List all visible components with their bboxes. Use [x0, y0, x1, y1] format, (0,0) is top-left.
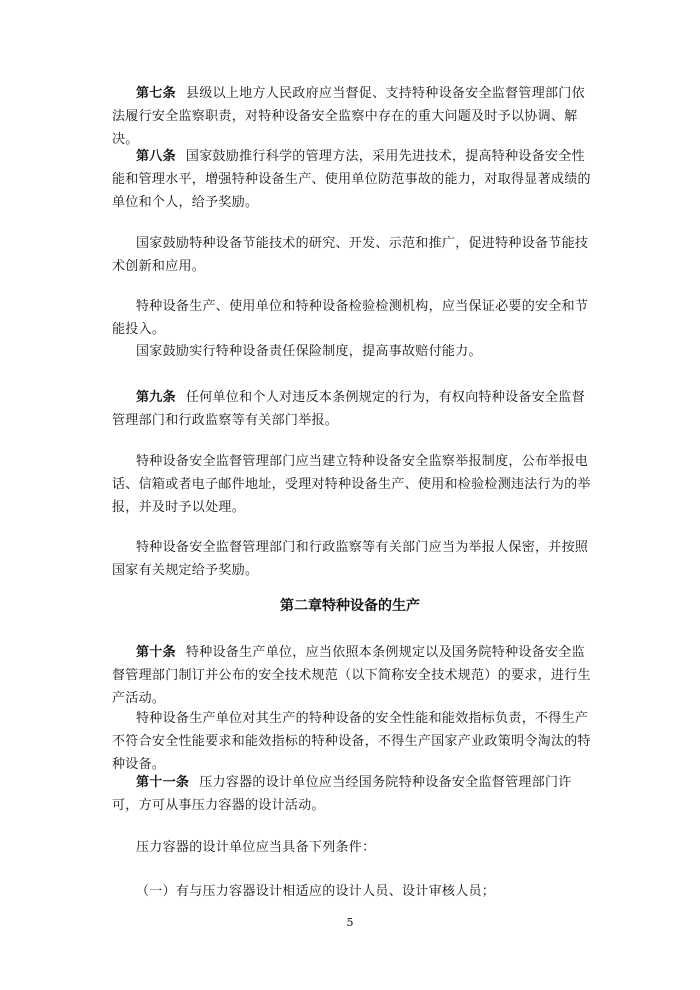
article-heading: 第八条 — [136, 149, 176, 164]
article-10-paragraph — [112, 641, 592, 710]
paragraph-text: 国家鼓励实行特种设备责任保险制度，提高事故赔付能力。 — [136, 344, 482, 359]
article-heading: 第九条 — [136, 390, 176, 405]
paragraph-text: （一）有与压力容器设计相适应的设计人员、设计审核人员； — [136, 884, 496, 899]
article-8-paragraph — [112, 145, 592, 214]
paragraph-text: 特种设备安全监督管理部门和行政监察等有关部门应当为举报人保密，并按照国家有关规定给予奖励。 — [112, 540, 589, 578]
article-11-paragraph — [112, 771, 592, 817]
body-paragraph — [112, 536, 592, 582]
article-heading: 第七条 — [136, 86, 176, 101]
paragraph-text: 特种设备生产、使用单位和特种设备检验检测机构，应当保证必要的安全和节能投入。 — [112, 299, 589, 337]
paragraph-text: 国家鼓励特种设备节能技术的研究、开发、示范和推广，促进特种设备节能技术创新和应用。 — [112, 236, 589, 274]
paragraph-text: 国家鼓励推行科学的管理方法，采用先进技术，提高特种设备安全性能和管理水平，增强特种设备生产、使用单位防范事故的能力，对取得显著成绩的单位和个人，给予奖励。 — [112, 149, 591, 210]
article-heading: 第十条 — [136, 645, 176, 660]
body-paragraph — [112, 340, 592, 363]
paragraph-text: 特种设备生产单位对其生产的特种设备的安全性能和能效指标负责，不得生产不符合安全性能要求和能效指标的特种设备，不得生产国家产业政策明令淘汰的特种设备。 — [112, 711, 591, 772]
article-heading: 第十一条 — [136, 775, 190, 790]
paragraph-text: 特种设备安全监督管理部门应当建立特种设备安全监察举报制度，公布举报电话、信箱或者电子邮件地址，受理对特种设备生产、使用和检验检测违法行为的举报，并及时予以处理。 — [112, 454, 591, 515]
body-paragraph — [112, 232, 592, 278]
paragraph-text: 县级以上地方人民政府应当督促、支持特种设备安全监督管理部门依法履行安全监察职责，对特种设备安全监察中存在的重大问题及时予以协调、解决。 — [112, 86, 585, 147]
body-paragraph — [112, 295, 592, 341]
body-paragraph — [112, 707, 592, 776]
paragraph-text: 压力容器的设计单位应当具备下列条件： — [136, 840, 376, 855]
body-paragraph — [112, 450, 592, 519]
article-7-paragraph — [112, 82, 592, 151]
paragraph-text: 任何单位和个人对违反本条例规定的行为，有权向特种设备安全监督管理部门和行政监察等有关部门举报。 — [112, 390, 585, 428]
paragraph-text: 压力容器的设计单位应当经国务院特种设备安全监督管理部门许可，方可从事压力容器的设计活动。 — [112, 775, 572, 813]
article-9-paragraph — [112, 386, 592, 432]
paragraph-text: 特种设备生产单位，应当依照本条例规定以及国务院特种设备安全监督管理部门制订并公布的安全技术规范（以下简称安全技术规范）的要求，进行生产活动。 — [112, 645, 591, 706]
body-paragraph — [112, 836, 592, 859]
list-item-paragraph — [112, 880, 592, 903]
page-number: 5 — [346, 916, 354, 929]
chapter-title: 第二章特种设备的生产 — [280, 598, 420, 614]
